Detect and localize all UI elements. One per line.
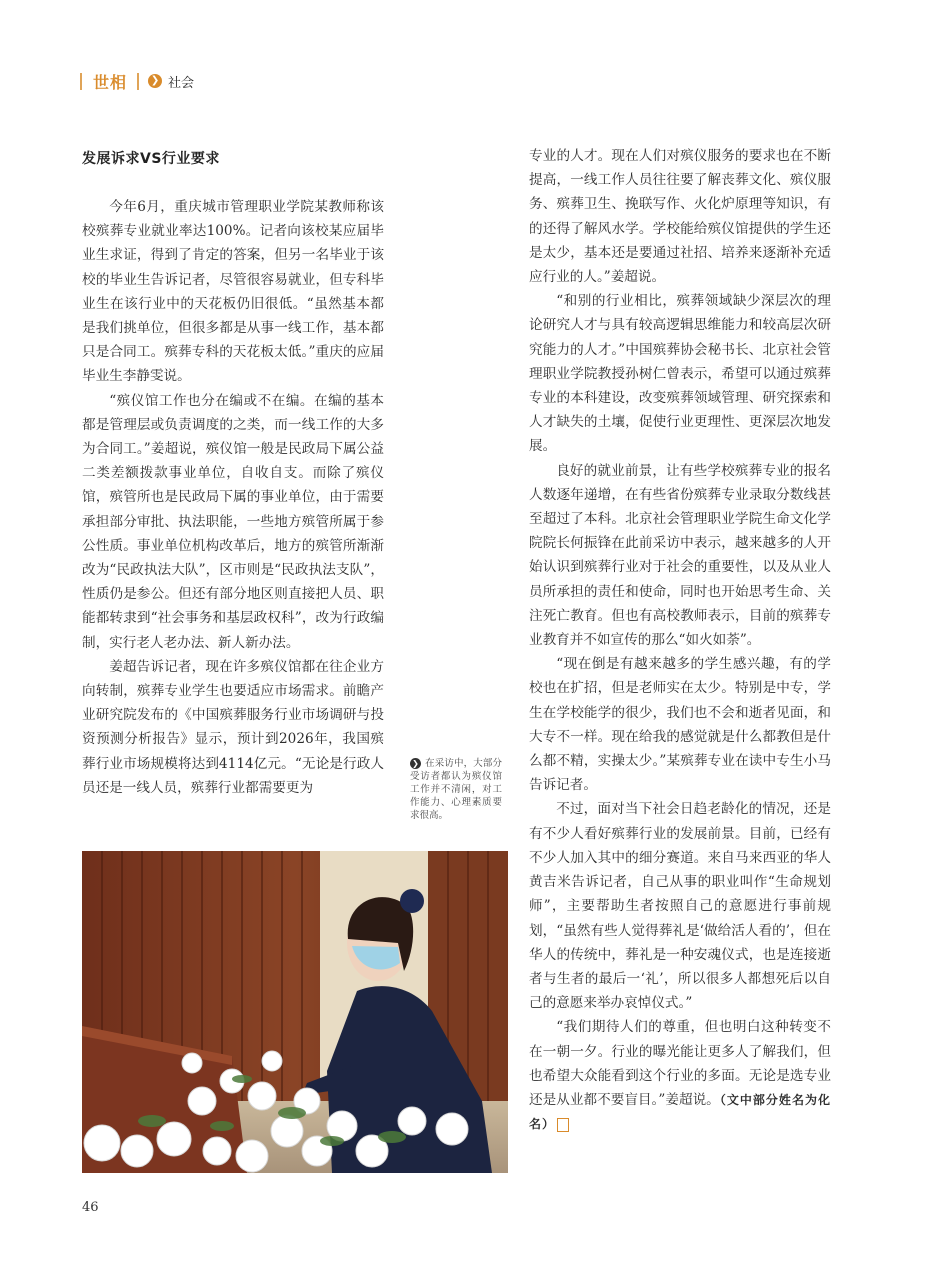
paragraph: “和别的行业相比，殡葬领域缺少深层次的理论研究人才与具有较高逻辑思维能力和较高层次研究能力的人才。”中国殡葬协会秘书长、北京社会管理职业学院教授孙树仁曾表示，希望可以通过殡葬专业的本科建设，改变殡葬领域管理、研究探索和人才缺失的土壤，促使行业更理性、更深层次地发展。 bbox=[529, 293, 831, 455]
chevron-right-icon: ❯ bbox=[148, 74, 162, 88]
paragraph bbox=[529, 1015, 831, 1136]
paragraph: 今年6月，重庆城市管理职业学院某教师称该校殡葬专业就业率达100%。记者向该校某应届毕业生求证，得到了肯定的答案，但另一名毕业于该校的毕业生告诉记者，尽管很容易就业，但专科毕业生在该行业中的天花板仍旧很低。“虽然基本都是我们挑单位，但很多都是从事一线工作，基本都只是合同工。殡葬专科的天花板太低。”重庆的应届毕业生李静雯说。 bbox=[82, 199, 384, 385]
header-divider bbox=[137, 73, 139, 90]
subsection-name: 社会 bbox=[168, 75, 195, 91]
section-heading: 发展诉求VS行业要求 bbox=[82, 151, 220, 167]
closing-note: （文中部分姓名为化名） bbox=[529, 1092, 831, 1132]
header-divider bbox=[80, 73, 82, 90]
page-header bbox=[80, 70, 194, 92]
paragraph: 良好的就业前景，让有些学校殡葬专业的报名人数逐年递增，在有些省份殡葬专业录取分数线甚至超过了本科。北京社会管理职业学院生命文化学院院长何振锋在此前采访中表示，越来越多的人开始认识到殡葬行业对于社会的重要性，以及从业人员所承担的责任和使命，同时也开始思考生命、关注死亡教育。但也有高校教师表示，目前的殡葬专业教育并不如宣传的那么“如火如荼”。 bbox=[529, 462, 831, 649]
page-number: 46 bbox=[82, 1200, 99, 1215]
paragraph-text: “我们期待人们的尊重，但也明白这种转变不在一朝一夕。行业的曝光能让更多人了解我们，但也希望大众能看到这个行业的多面。无论是选专业还是从业都不要盲目。”姜超说。 bbox=[529, 1019, 831, 1108]
end-mark-icon bbox=[557, 1118, 569, 1132]
caption-text: 在采访中，大部分受访者都认为殡仪馆工作并不清闲，对工作能力、心理素质要求很高。 bbox=[410, 758, 502, 821]
photo-funeral-worker-arranging-flowers bbox=[82, 851, 508, 1173]
right-column bbox=[529, 144, 831, 1136]
paragraph: “殡仪馆工作也分在编或不在编。在编的基本都是管理层或负责调度的之类，而一线工作的大多为合同工。”姜超说，殡仪馆一般是民政局下属公益二类差额拨款事业单位，自收自支。而除了殡仪馆，殡管所也是民政局下属的事业单位，由于需要承担部分审批、执法职能，一些地方殡管所属于参公性质。事业单位机构改革后，地方的殡管所渐渐改为“民政执法大队”，区市则是“民政执法支队”，性质仍是参公。但还有部分地区则直接把人员、职能都转隶到“社会事务和基层政权科”，改为行政编制，实行老人老办法、新人新办法。 bbox=[82, 392, 384, 651]
photo-caption bbox=[410, 757, 502, 822]
chevron-right-icon: ❯ bbox=[410, 758, 421, 769]
paragraph: “现在倒是有越来越多的学生感兴趣，有的学校也在扩招，但是老师实在太少。特别是中专，学生在学校能学的很少，我们也不会和逝者见面，和大专不一样。现在给我的感觉就是什么都教但是什么都不精，实操太少。”某殡葬专业在读中专生小马告诉记者。 bbox=[529, 656, 831, 794]
section-name: 世相 bbox=[93, 72, 128, 92]
paragraph: 不过，面对当下社会日趋老龄化的情况，还是有不少人看好殡葬行业的发展前景。目前，已经有不少人加入其中的细分赛道。来自马来西亚的华人黄吉米告诉记者，自己从事的职业叫作“生命规划师”，主要帮助生者按照自己的意愿进行事前规划，“虽然有些人觉得葬礼是‘做给活人看的’，但在华人的传统中，葬礼是一种安魂仪式，也是连接逝者与生者的最后一‘礼’，所以很多人都想死后以自己的意愿来举办哀悼仪式。” bbox=[529, 801, 831, 1012]
paragraph: 专业的人才。现在人们对殡仪服务的要求也在不断提高，一线工作人员往往要了解丧葬文化、殡仪服务、殡葬卫生、挽联写作、火化炉原理等知识，有的还得了解风水学。学校能给殡仪馆提供的学生还是太少，基本还是要通过社招、培养来逐渐补充适应行业的人。”姜超说。 bbox=[529, 148, 831, 286]
left-column bbox=[82, 195, 384, 800]
paragraph: 姜超告诉记者，现在许多殡仪馆都在往企业方向转制，殡葬专业学生也要适应市场需求。前瞻产业研究院发布的《中国殡葬服务行业市场调研与投资预测分析报告》显示，预计到2026年，我国殡葬行业市场规模将达到4114亿元。“无论是行政人员还是一线人员，殡葬行业都需要更为 bbox=[82, 658, 384, 796]
article-photo bbox=[82, 851, 508, 1173]
